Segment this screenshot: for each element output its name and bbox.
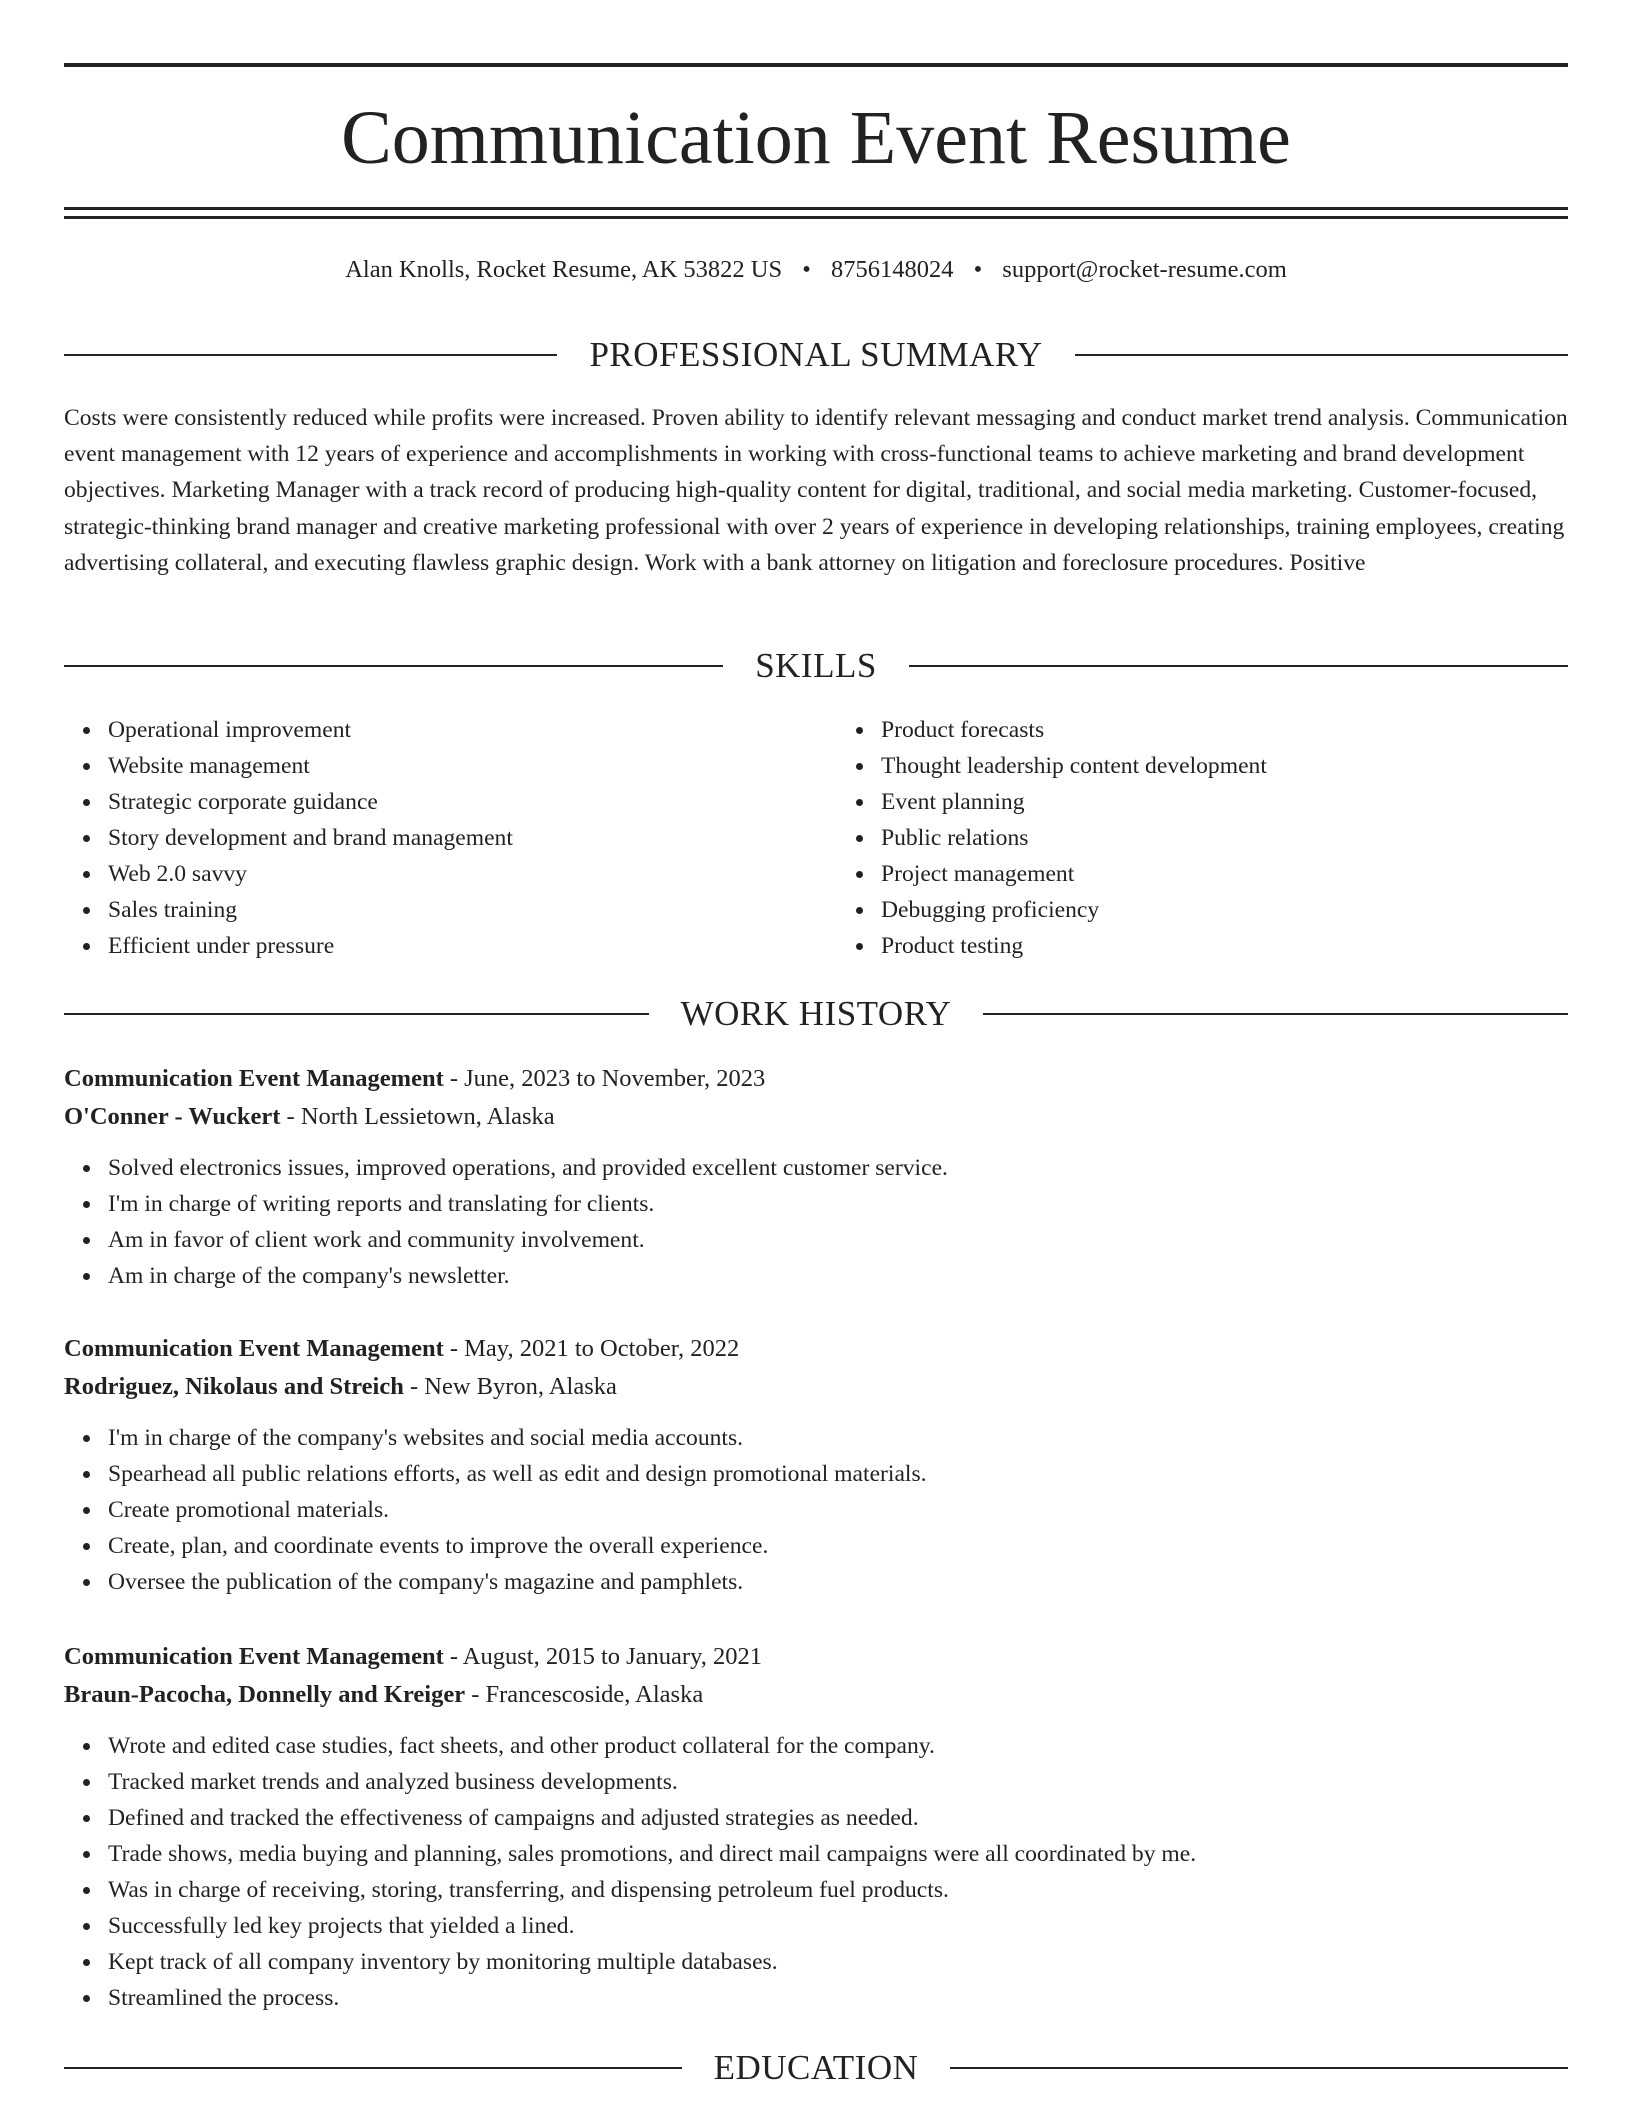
skill-item: Sales training [108,892,795,928]
job-duty: Create promotional materials. [108,1492,1568,1528]
job-entry [64,1060,1568,1294]
job-dates: - May, 2021 to October, 2022 [443,1335,740,1362]
job-title: Communication Event Management [64,1643,444,1670]
skill-item: Product forecasts [881,712,1568,748]
resume-title: Communication Event Resume [341,96,1291,180]
skills-list-left [64,712,795,964]
contact-separator: • [973,256,983,283]
skills-columns [64,712,1568,964]
skill-item: Efficient under pressure [108,928,795,964]
header-double-rule-upper [64,207,1568,210]
job-duty: Was in charge of receiving, storing, transferring, and dispensing petroleum fuel products. [108,1872,1568,1908]
skills-list-right [795,712,1568,964]
section-rule-left [64,1013,649,1015]
job-duties [64,1420,1568,1600]
section-title-summary: PROFESSIONAL SUMMARY [589,335,1043,374]
job-title-line [64,1330,1568,1368]
job-location: - Francescoside, Alaska [465,1681,704,1708]
section-title-skills: SKILLS [755,646,877,685]
job-duties [64,1150,1568,1294]
job-duty: Kept track of all company inventory by monitoring multiple databases. [108,1944,1568,1980]
header-double-rule-lower [64,216,1568,219]
job-title-line [64,1638,1568,1676]
job-duty: Successfully led key projects that yielded a lined. [108,1908,1568,1944]
job-title: Communication Event Management [64,1065,444,1092]
job-duty: Streamlined the process. [108,1980,1568,2016]
job-company-line [64,1676,1568,1714]
job-company: Braun-Pacocha, Donnelly and Kreiger [64,1681,466,1708]
skill-item: Operational improvement [108,712,795,748]
skill-item: Thought leadership content development [881,748,1568,784]
job-duty: Oversee the publication of the company's magazine and pamphlets. [108,1564,1568,1600]
skill-item: Web 2.0 savvy [108,856,795,892]
job-dates: - August, 2015 to January, 2021 [443,1643,762,1670]
job-location: - New Byron, Alaska [403,1373,617,1400]
contact-email: support@rocket-resume.com [1002,256,1287,283]
section-rule-left [64,2067,682,2069]
job-duty: Am in charge of the company's newsletter. [108,1258,1568,1294]
job-dates: - June, 2023 to November, 2023 [443,1065,766,1092]
section-header-summary [64,333,1568,377]
job-company-line [64,1098,1568,1136]
job-duty: Create, plan, and coordinate events to improve the overall experience. [108,1528,1568,1564]
job-duty: I'm in charge of the company's websites and social media accounts. [108,1420,1568,1456]
section-rule-right [1075,354,1568,356]
job-duty: Trade shows, media buying and planning, sales promotions, and direct mail campaigns were all coordinated by me. [108,1836,1568,1872]
section-rule-left [64,354,557,356]
job-duty: Spearhead all public relations efforts, as well as edit and design promotional materials. [108,1456,1568,1492]
job-company: Rodriguez, Nikolaus and Streich [64,1373,404,1400]
job-duty: I'm in charge of writing reports and translating for clients. [108,1186,1568,1222]
skill-item: Story development and brand management [108,820,795,856]
section-title-work: WORK HISTORY [680,994,952,1033]
job-duty: Am in favor of client work and community involvement. [108,1222,1568,1258]
skill-item: Debugging proficiency [881,892,1568,928]
skill-item: Event planning [881,784,1568,820]
job-company: O'Conner - Wuckert [64,1103,281,1130]
skill-item: Public relations [881,820,1568,856]
job-entry [64,1330,1568,1600]
section-rule-right [909,665,1568,667]
job-duty: Solved electronics issues, improved operations, and provided excellent customer service. [108,1150,1568,1186]
section-header-skills [64,644,1568,688]
contact-separator: • [802,256,811,283]
job-entry [64,1638,1568,2016]
job-duty: Defined and tracked the effectiveness of campaigns and adjusted strategies as needed. [108,1800,1568,1836]
skill-item: Strategic corporate guidance [108,784,795,820]
summary-text: Costs were consistently reduced while profits were increased. Proven ability to identify relevant messaging and conduct market trend analysis. Communication event management with 12 years of experience and accomplishments in working with cross-functional teams to achieve marketing and brand development objectives. Marketing Manager with a track record of producing high-quality content for digital, traditional, and social media marketing. Customer-focused, strategic-thinking brand manager and creative marketing professional with over 2 years of experience in developing relationships, training employees, creating advertising collateral, and executing flawless graphic design. Work with a bank attorney on litigation and foreclosure procedures. Positive [64,405,1568,576]
contact-line [64,252,1568,288]
skill-item: Product testing [881,928,1568,964]
job-title-line [64,1060,1568,1098]
contact-phone: 8756148024 [830,256,954,283]
section-rule-right [983,1013,1568,1015]
skill-item: Website management [108,748,795,784]
section-rule-left [64,665,723,667]
job-company-line [64,1368,1568,1406]
section-title-education: EDUCATION [713,2048,919,2087]
section-header-work [64,992,1568,1036]
job-duty: Tracked market trends and analyzed business developments. [108,1764,1568,1800]
contact-address: Alan Knolls, Rocket Resume, AK 53822 US [345,256,783,283]
skill-item: Project management [881,856,1568,892]
section-rule-right [950,2067,1568,2069]
job-title: Communication Event Management [64,1335,444,1362]
section-header-education [64,2046,1568,2090]
job-location: - North Lessietown, Alaska [280,1103,555,1130]
header-top-rule [64,63,1568,67]
job-duties [64,1728,1568,2016]
job-duty: Wrote and edited case studies, fact sheets, and other product collateral for the company. [108,1728,1568,1764]
